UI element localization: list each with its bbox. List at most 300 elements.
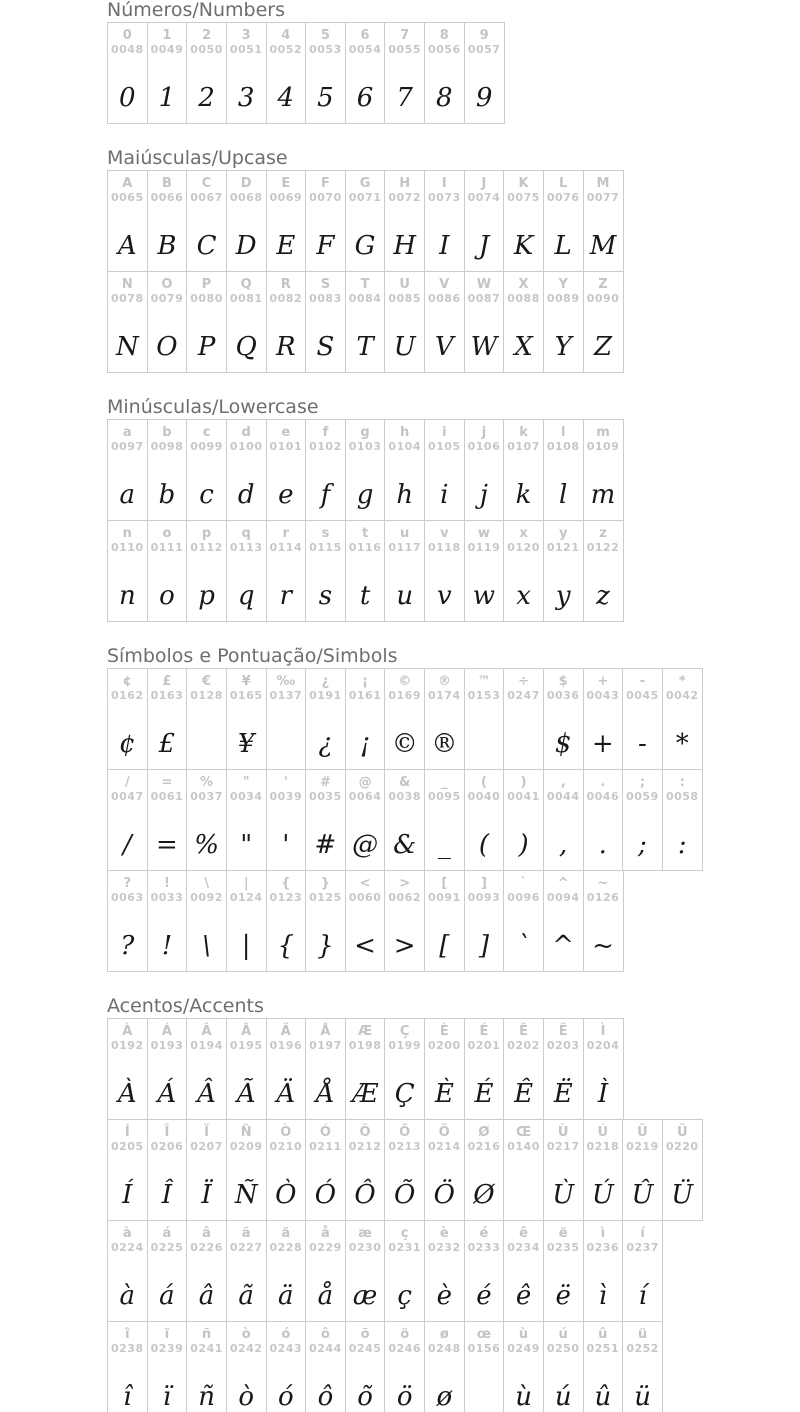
glyph-row: [107, 1321, 663, 1412]
glyph-cell: [584, 1322, 624, 1412]
glyph-cell: [267, 1120, 307, 1220]
glyph-table: [107, 170, 800, 373]
glyph-cell-code: 0061: [150, 790, 184, 803]
glyph-cell-char: Q: [240, 277, 252, 292]
glyph-rendering: &: [393, 830, 417, 860]
glyph-cell: [267, 1019, 307, 1119]
glyph-cell-char: /: [124, 775, 130, 790]
glyph-rendering: ñ: [198, 1382, 215, 1412]
glyph-cell: [425, 420, 465, 520]
glyph-cell-char: ¥: [241, 674, 251, 689]
glyph-cell: [584, 420, 623, 520]
glyph-cell: [108, 1221, 148, 1321]
glyph-cell-char: d: [241, 425, 251, 440]
glyph-cell-char: Ì: [600, 1024, 606, 1039]
glyph-cell: [425, 1322, 465, 1412]
glyph-cell: [385, 23, 425, 123]
glyph-cell-char: q: [241, 526, 251, 541]
glyph-cell-char: -: [639, 674, 646, 689]
glyph-cell-char: l: [560, 425, 566, 440]
glyph-cell: [385, 1322, 425, 1412]
glyph-cell-code: 0092: [190, 891, 223, 904]
glyph-cell-char: L: [559, 176, 568, 191]
glyph-rendering: á: [159, 1281, 175, 1311]
glyph-cell-code: 0225: [150, 1241, 184, 1254]
glyph-cell-code: 0036: [546, 689, 580, 702]
glyph-cell-char: .: [600, 775, 606, 790]
glyph-cell: [544, 1120, 584, 1220]
glyph-cell-code: 0199: [388, 1039, 421, 1052]
glyph-cell-char: C: [201, 176, 212, 191]
glyph-cell-char: Â: [201, 1024, 212, 1039]
glyph-rendering: i: [440, 480, 449, 510]
glyph-cell-char: D: [240, 176, 252, 191]
glyph-cell: [227, 1322, 267, 1412]
glyph-rendering: (: [478, 830, 490, 860]
glyph-cell: [544, 669, 584, 769]
glyph-cell: [267, 521, 307, 621]
glyph-cell-code: 0102: [309, 440, 342, 453]
glyph-cell-char: a: [122, 425, 132, 440]
glyph-cell-char: b: [162, 425, 172, 440]
glyph-cell-code: 0250: [546, 1342, 580, 1355]
glyph-cell-code: 0247: [507, 689, 540, 702]
glyph-cell: [504, 669, 544, 769]
glyph-rendering: 4: [277, 83, 295, 113]
glyph-cell: [346, 1221, 386, 1321]
glyph-cell-code: 0174: [428, 689, 461, 702]
glyph-rendering: $: [554, 729, 572, 759]
glyph-rendering: Y: [554, 332, 572, 362]
glyph-cell-code: 0033: [150, 891, 184, 904]
glyph-cell: [584, 1120, 624, 1220]
glyph-cell: [108, 521, 148, 621]
glyph-rendering: f: [320, 480, 331, 510]
glyph-cell-char: Ò: [280, 1125, 292, 1140]
glyph-cell: [663, 669, 702, 769]
glyph-rendering: R: [276, 332, 296, 362]
glyph-cell-char: X: [518, 277, 529, 292]
glyph-cell-char: Œ: [515, 1125, 532, 1140]
glyph-cell-char: T: [360, 277, 370, 292]
glyph-rendering: *: [675, 729, 689, 759]
glyph-cell-code: 0116: [348, 541, 382, 554]
glyph-rendering: W: [470, 332, 498, 362]
glyph-cell: [425, 272, 465, 372]
glyph-cell-char: 1: [162, 28, 172, 43]
glyph-rendering: <: [354, 931, 376, 961]
glyph-cell: [544, 1322, 584, 1412]
glyph-cell: [148, 23, 188, 123]
glyph-rendering: ¢: [119, 729, 136, 759]
glyph-cell-code: 0071: [348, 191, 382, 204]
glyph-cell-code: 0169: [388, 689, 421, 702]
glyph-cell-code: 0111: [150, 541, 184, 554]
glyph-cell-char: Å: [320, 1024, 331, 1039]
glyph-cell-char: ÷: [518, 674, 530, 689]
glyph-rendering: !: [161, 931, 173, 961]
glyph-cell-code: 0248: [428, 1342, 461, 1355]
glyph-rendering: ø: [436, 1382, 453, 1412]
glyph-cell: [187, 420, 227, 520]
glyph-rendering: y: [555, 581, 571, 611]
glyph-cell-char: :: [679, 775, 685, 790]
glyph-rendering: Ê: [514, 1079, 534, 1109]
glyph-rendering: ^: [552, 931, 575, 961]
glyph-rendering: Ë: [553, 1079, 573, 1109]
glyph-rendering: î: [123, 1382, 132, 1412]
glyph-cell: [504, 272, 544, 372]
glyph-cell-code: 0108: [546, 440, 580, 453]
glyph-cell-char: ï: [164, 1327, 170, 1342]
glyph-cell: [504, 420, 544, 520]
glyph-rendering: É: [474, 1079, 494, 1109]
glyph-cell-char: ù: [518, 1327, 529, 1342]
glyph-cell-code: 0214: [428, 1140, 461, 1153]
glyph-cell-char: ‰: [276, 674, 296, 689]
glyph-cell-char: â: [202, 1226, 211, 1241]
glyph-cell-char: |: [243, 876, 249, 891]
glyph-rendering: .: [598, 830, 607, 860]
glyph-cell-char: i: [442, 425, 447, 440]
glyph-cell-code: 0137: [269, 689, 303, 702]
glyph-rendering: Ä: [276, 1079, 296, 1109]
glyph-cell-char: I: [441, 176, 447, 191]
glyph-rendering: /: [122, 830, 132, 860]
glyph-cell-char: Ç: [399, 1024, 410, 1039]
glyph-cell-char: Ã: [241, 1024, 252, 1039]
glyph-cell: [465, 420, 505, 520]
glyph-rendering: ù: [515, 1382, 532, 1412]
glyph-cell-code: 0195: [229, 1039, 263, 1052]
glyph-cell-char: æ: [358, 1226, 372, 1241]
glyph-cell-code: 0193: [150, 1039, 184, 1052]
glyph-cell-code: 0227: [229, 1241, 263, 1254]
glyph-cell-code: 0098: [150, 440, 184, 453]
glyph-cell-code: 0237: [626, 1241, 659, 1254]
glyph-cell-code: 0042: [665, 689, 699, 702]
glyph-rendering: Á: [157, 1079, 177, 1109]
glyph-cell-char: ]: [480, 876, 487, 891]
glyph-cell: [108, 1019, 148, 1119]
glyph-cell-char: [: [441, 876, 448, 891]
glyph-cell: [267, 272, 307, 372]
glyph-cell: [584, 521, 623, 621]
glyph-rendering: L: [554, 231, 572, 261]
glyph-cell: [306, 1221, 346, 1321]
glyph-rendering: ,: [559, 830, 568, 860]
glyph-cell-char: V: [439, 277, 450, 292]
glyph-cell-code: 0220: [665, 1140, 699, 1153]
glyph-cell-code: 0198: [348, 1039, 382, 1052]
glyph-cell-code: 0055: [388, 43, 421, 56]
glyph-cell: [108, 770, 148, 870]
glyph-cell-code: 0106: [467, 440, 501, 453]
glyph-rendering: u: [396, 581, 414, 611]
glyph-cell-code: 0239: [150, 1342, 184, 1355]
glyph-cell-char: ò: [241, 1327, 251, 1342]
glyph-cell: [385, 669, 425, 769]
glyph-cell: [504, 770, 544, 870]
glyph-cell-char: 2: [202, 28, 212, 43]
glyph-rendering: ü: [634, 1382, 651, 1412]
glyph-cell-char: Ä: [280, 1024, 291, 1039]
glyph-cell-char: ?: [123, 876, 132, 891]
glyph-cell: [148, 420, 188, 520]
glyph-cell-code: 0099: [190, 440, 223, 453]
glyph-rendering: C: [196, 231, 217, 261]
glyph-cell: [465, 1322, 505, 1412]
glyph-rendering: Ü: [671, 1180, 694, 1210]
glyph-cell-char: O: [161, 277, 173, 292]
glyph-cell-char: ã: [241, 1226, 251, 1241]
glyph-cell-char: ü: [637, 1327, 648, 1342]
glyph-cell: [346, 171, 386, 271]
glyph-cell: [306, 420, 346, 520]
glyph-cell-code: 0117: [388, 541, 421, 554]
glyph-cell: [504, 1322, 544, 1412]
glyph-cell: [148, 669, 188, 769]
glyph-cell-char: õ: [360, 1327, 370, 1342]
glyph-cell-char: n: [122, 526, 132, 541]
glyph-cell-char: $: [558, 674, 568, 689]
glyph-cell-code: 0035: [309, 790, 342, 803]
glyph-cell-code: 0075: [507, 191, 540, 204]
glyph-cell: [108, 171, 148, 271]
glyph-cell-char: Ù: [557, 1125, 569, 1140]
glyph-cell: [544, 871, 584, 971]
glyph-rendering: ¥: [237, 729, 255, 759]
glyph-cell: [425, 1120, 465, 1220]
glyph-rendering: k: [515, 480, 532, 510]
glyph-cell-char: ú: [558, 1327, 568, 1342]
glyph-cell-char: {: [281, 876, 291, 891]
glyph-rendering: ò: [238, 1382, 255, 1412]
glyph-cell-code: 0245: [348, 1342, 382, 1355]
glyph-cell-char: g: [360, 425, 370, 440]
glyph-rendering: d: [237, 480, 255, 510]
glyph-cell-char: J: [481, 176, 487, 191]
glyph-rendering: Ã: [236, 1079, 256, 1109]
glyph-rendering: ): [518, 830, 529, 860]
glyph-cell-code: 0126: [586, 891, 620, 904]
glyph-rendering: Â: [197, 1079, 216, 1109]
glyph-cell-char: ®: [437, 674, 451, 689]
glyph-rendering: å: [317, 1281, 334, 1311]
glyph-cell-char: Z: [598, 277, 608, 292]
glyph-cell-char: ): [520, 775, 527, 790]
glyph-row: [107, 419, 624, 521]
glyph-cell-char: ç: [400, 1226, 409, 1241]
glyph-table: [107, 668, 800, 972]
glyph-cell: [544, 521, 584, 621]
glyph-cell-code: 0219: [626, 1140, 659, 1153]
glyph-cell-code: 0034: [229, 790, 263, 803]
glyph-cell-code: 0197: [309, 1039, 342, 1052]
glyph-rendering: J: [478, 231, 490, 261]
glyph-row: [107, 1220, 663, 1322]
glyph-cell-code: 0038: [388, 790, 421, 803]
glyph-cell-code: 0037: [190, 790, 223, 803]
glyph-rendering: :: [677, 830, 687, 860]
glyph-cell-char: ™: [477, 674, 491, 689]
glyph-rendering: ã: [238, 1281, 254, 1311]
glyph-row: [107, 170, 624, 272]
glyph-cell: [187, 1120, 227, 1220]
glyph-rendering: ¡: [359, 729, 371, 759]
glyph-cell: [187, 1221, 227, 1321]
glyph-cell: [465, 23, 504, 123]
glyph-cell-char: F: [320, 176, 330, 191]
glyph-cell: [346, 669, 386, 769]
glyph-cell-code: 0235: [546, 1241, 580, 1254]
glyph-cell-char: î: [125, 1327, 130, 1342]
glyph-cell-char: \: [204, 876, 209, 891]
glyph-cell-code: 0207: [190, 1140, 223, 1153]
glyph-cell-code: 0201: [467, 1039, 501, 1052]
glyph-rendering: 5: [317, 83, 334, 113]
glyph-cell-char: H: [399, 176, 411, 191]
glyph-cell: [504, 1019, 544, 1119]
glyph-rendering: X: [514, 332, 533, 362]
glyph-cell-char: B: [161, 176, 172, 191]
glyph-cell-char: k: [519, 425, 528, 440]
glyph-cell-char: f: [322, 425, 329, 440]
glyph-cell-char: S: [320, 277, 331, 292]
glyph-cell: [584, 770, 624, 870]
glyph-cell-char: o: [162, 526, 172, 541]
glyph-cell: [425, 871, 465, 971]
glyph-cell-char: w: [477, 526, 490, 541]
glyph-rendering: x: [516, 581, 531, 611]
glyph-cell: [584, 1019, 623, 1119]
glyph-cell: [425, 770, 465, 870]
glyph-cell-char: N: [121, 277, 133, 292]
glyph-cell-code: 0244: [309, 1342, 342, 1355]
glyph-cell: [346, 871, 386, 971]
glyph-cell: [267, 420, 307, 520]
glyph-rendering: ;: [638, 830, 647, 860]
glyph-cell-char: Á: [161, 1024, 172, 1039]
glyph-cell-code: 0095: [428, 790, 461, 803]
glyph-rendering: @: [352, 830, 379, 860]
glyph-cell: [227, 871, 267, 971]
glyph-cell-code: 0081: [229, 292, 263, 305]
glyph-cell: [227, 1019, 267, 1119]
glyph-cell-code: 0080: [190, 292, 223, 305]
glyph-cell: [227, 420, 267, 520]
glyph-cell: [425, 1221, 465, 1321]
glyph-cell-code: 0067: [190, 191, 223, 204]
glyph-cell-char: Ú: [597, 1125, 609, 1140]
glyph-rendering: `: [517, 931, 531, 961]
glyph-cell: [623, 1322, 662, 1412]
glyph-cell: [385, 1019, 425, 1119]
glyph-cell: [346, 1019, 386, 1119]
section-title: Símbolos e Pontuação/Simbols: [107, 645, 398, 667]
glyph-rendering: p: [198, 581, 215, 611]
glyph-cell-char: P: [201, 277, 212, 292]
glyph-cell: [267, 1221, 307, 1321]
glyph-cell-char: ¢: [122, 674, 132, 689]
glyph-rendering: S: [316, 332, 335, 362]
glyph-cell-code: 0040: [467, 790, 501, 803]
glyph-cell-code: 0230: [348, 1241, 382, 1254]
glyph-cell: [425, 521, 465, 621]
glyph-cell-code: 0104: [388, 440, 421, 453]
glyph-cell-code: 0122: [586, 541, 620, 554]
glyph-cell-code: 0204: [586, 1039, 620, 1052]
glyph-cell-char: 4: [281, 28, 291, 43]
glyph-cell-char: U: [399, 277, 410, 292]
glyph-rendering: g: [356, 480, 374, 510]
glyph-cell-code: 0210: [269, 1140, 303, 1153]
glyph-cell-code: 0113: [229, 541, 263, 554]
section-title: Acentos/Accents: [107, 995, 264, 1017]
glyph-cell-code: 0072: [388, 191, 421, 204]
glyph-rendering: ]: [478, 931, 490, 961]
glyph-cell-char: ö: [400, 1327, 410, 1342]
glyph-rendering: Q: [235, 332, 257, 362]
glyph-rendering: n: [118, 581, 136, 611]
glyph-cell-code: 0115: [309, 541, 342, 554]
glyph-rendering: 6: [356, 83, 374, 113]
glyph-rendering: N: [115, 332, 139, 362]
glyph-cell-char: =: [161, 775, 173, 790]
glyph-cell-char: 3: [241, 28, 251, 43]
glyph-rendering: Ø: [473, 1180, 495, 1210]
glyph-cell-code: 0242: [229, 1342, 263, 1355]
glyph-cell-code: 0114: [269, 541, 303, 554]
glyph-cell: [623, 1221, 662, 1321]
glyph-cell-code: 0192: [111, 1039, 144, 1052]
glyph-cell-char: ^: [557, 876, 569, 891]
glyph-cell-char: Õ: [399, 1125, 411, 1140]
glyph-cell: [425, 669, 465, 769]
glyph-cell-char: !: [163, 876, 170, 891]
glyph-cell: [306, 871, 346, 971]
glyph-rendering: U: [393, 332, 416, 362]
glyph-cell-code: 0124: [229, 891, 263, 904]
glyph-rendering: G: [354, 231, 376, 261]
glyph-cell-char: >: [399, 876, 411, 891]
glyph-rendering: ó: [277, 1382, 294, 1412]
glyph-cell-code: 0039: [269, 790, 303, 803]
glyph-cell-code: 0140: [507, 1140, 540, 1153]
section-title: Maiúsculas/Upcase: [107, 147, 288, 169]
glyph-cell-code: 0196: [269, 1039, 303, 1052]
glyph-cell: [306, 669, 346, 769]
glyph-rendering: |: [241, 931, 251, 961]
glyph-cell: [544, 1221, 584, 1321]
glyph-cell: [663, 1120, 702, 1220]
glyph-rendering: Ò: [275, 1180, 297, 1210]
glyph-rendering: à: [119, 1281, 136, 1311]
glyph-cell-code: 0161: [348, 689, 382, 702]
glyph-rendering: ö: [396, 1382, 413, 1412]
glyph-cell-char: ì: [600, 1226, 606, 1241]
glyph-cell-code: 0066: [150, 191, 184, 204]
glyph-cell: [385, 420, 425, 520]
glyph-row: [107, 1119, 703, 1221]
glyph-cell-char: Ê: [519, 1024, 528, 1039]
glyph-cell: [227, 1221, 267, 1321]
glyph-cell-char: c: [202, 425, 211, 440]
glyph-cell: [267, 669, 307, 769]
glyph-cell-code: 0125: [309, 891, 342, 904]
glyph-rendering: s: [318, 581, 333, 611]
glyph-cell-char: &: [399, 775, 411, 790]
